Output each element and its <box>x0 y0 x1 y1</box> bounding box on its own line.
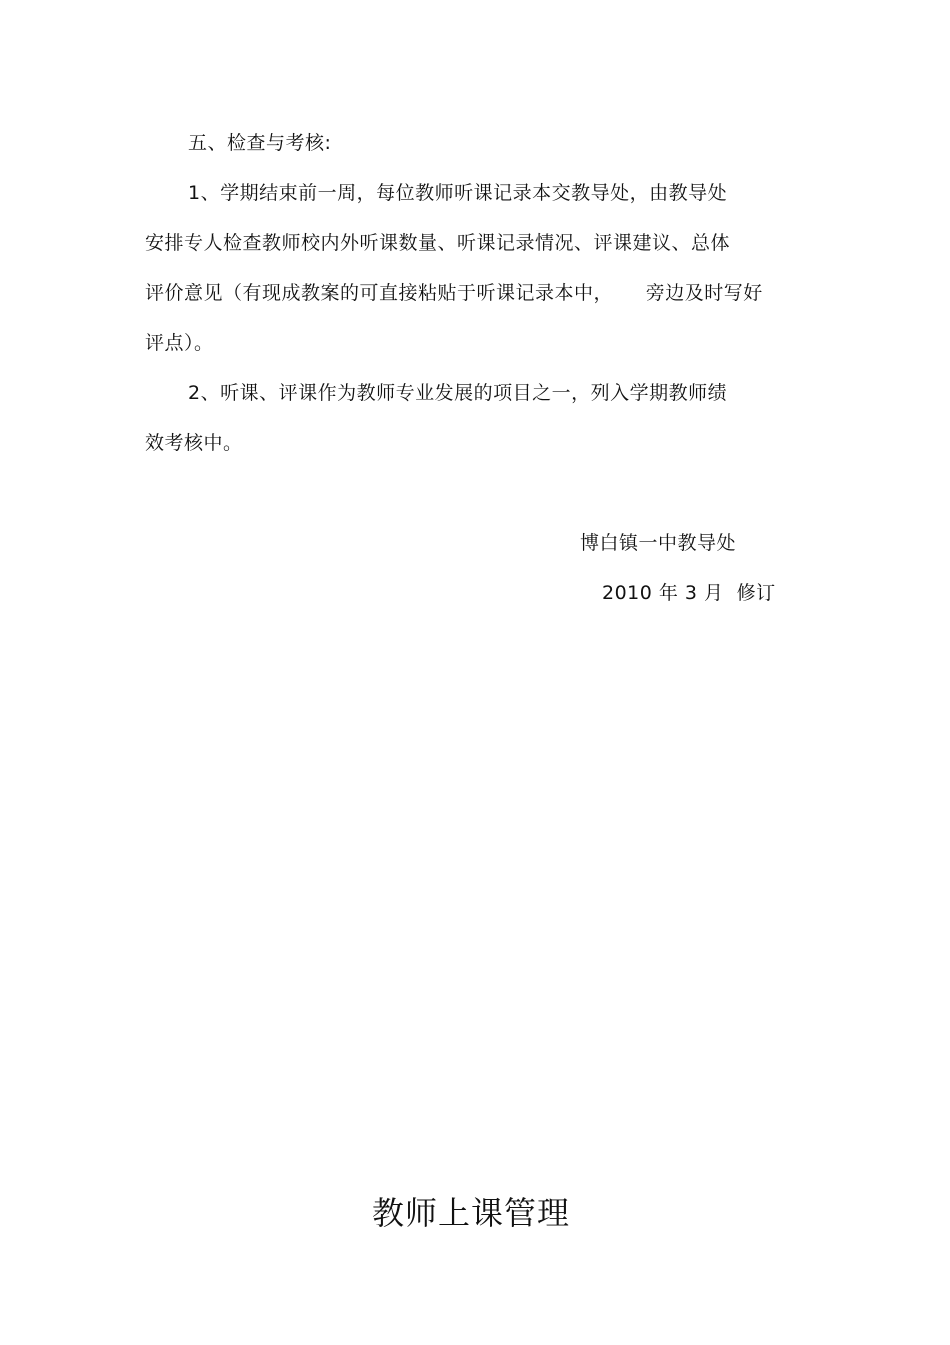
item1-line1: 1、学期结束前一周，每位教师听课记录本交教导处，由教导处 <box>188 182 728 204</box>
item2-line1: 2、听课、评课作为教师专业发展的项目之一，列入学期教师绩 <box>188 382 728 404</box>
item1-line4: 评点）。 <box>145 332 214 354</box>
section-heading: 五、检查与考核: <box>188 132 332 154</box>
item1-line3: 评价意见（有现成教案的可直接粘贴于听课记录本中， 旁边及时写好 <box>145 282 763 304</box>
signature-date: 2010 年 3 月 修订 <box>602 582 776 604</box>
signature-organization: 博白镇一中教导处 <box>580 532 737 554</box>
next-section-title: 教师上课管理 <box>372 1194 571 1232</box>
item2-line2: 效考核中。 <box>145 432 243 454</box>
item1-line2: 安排专人检查教师校内外听课数量、听课记录情况、评课建议、总体 <box>145 232 731 254</box>
